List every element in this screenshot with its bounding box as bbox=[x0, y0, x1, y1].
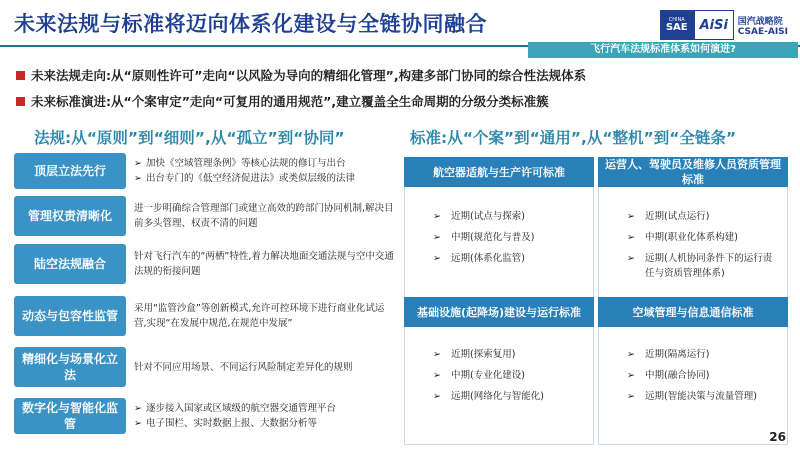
standard-panel bbox=[404, 297, 594, 445]
regulation-item-desc-line: 针对不同应用场景、不同运行风险制定差异化的规则 bbox=[134, 361, 353, 373]
logo-mark bbox=[660, 10, 734, 40]
regulation-item-label: 陆空法规融合 bbox=[14, 244, 126, 284]
arrow-bullet-icon: ➢ bbox=[433, 232, 441, 243]
regulation-item bbox=[14, 244, 394, 284]
standard-phase-item bbox=[433, 209, 585, 224]
regulation-item-desc-line: 逐步接入国家或区域级的航空器交通管理平台 bbox=[145, 403, 336, 414]
standard-phase-text: 远期(人机协同条件下的运行责任与资质管理体系) bbox=[645, 253, 773, 279]
left-section-heading: 法规:从“原则”到“细则”,从“孤立”到“协同” bbox=[34, 129, 345, 147]
page-number: 26 bbox=[769, 430, 786, 444]
page-title: 未来法规与标准将迈向体系化建设与全链协同融合 bbox=[14, 12, 487, 36]
regulation-item-label: 管理权责清晰化 bbox=[14, 196, 126, 236]
arrow-bullet-icon: ➢ bbox=[627, 370, 635, 381]
regulation-item-label: 顶层立法先行 bbox=[14, 153, 126, 189]
standard-phase-item bbox=[627, 368, 779, 383]
logo bbox=[660, 10, 788, 40]
standard-phase-text: 中期(专业化建设) bbox=[451, 370, 525, 381]
standard-phase-item bbox=[433, 368, 585, 383]
standard-phase-item bbox=[627, 389, 779, 404]
summary-bullet-regulation bbox=[16, 66, 586, 84]
regulation-item-desc bbox=[134, 249, 394, 279]
regulation-item bbox=[14, 196, 394, 236]
arrow-bullet-icon: ➢ bbox=[627, 349, 635, 360]
standard-phase-item bbox=[433, 251, 585, 266]
summary-bullet-standard bbox=[16, 92, 549, 110]
logo-name-cn: 国汽战略院 bbox=[737, 16, 783, 27]
standard-phase-text: 近期(试点与探索) bbox=[451, 211, 525, 222]
right-section-heading: 标准:从“个案”到“通用”,从“整机”到“全链条” bbox=[410, 129, 737, 147]
arrow-bullet-icon: ➢ bbox=[433, 349, 441, 360]
logo-aisi-mark: AiSi bbox=[694, 10, 734, 40]
standard-phase-text: 中期(规范化与普及) bbox=[451, 232, 535, 243]
regulation-item bbox=[14, 347, 394, 387]
arrow-bullet-icon: ➢ bbox=[134, 158, 142, 169]
summary-bullet-text: 未来法规走向:从“原则性许可”走向“以风险为导向的精细化管理”,构建多部门协同的综合性法规体系 bbox=[31, 68, 587, 83]
arrow-bullet-icon: ➢ bbox=[627, 211, 635, 222]
bullet-square-icon bbox=[16, 71, 25, 80]
summary-bullet-text: 未来标准演进:从“个案审定”走向“可复用的通用规范”,建立覆盖全生命周期的分级分类标准簇 bbox=[31, 94, 549, 109]
standard-panel bbox=[598, 157, 788, 299]
standard-phase-item bbox=[627, 347, 779, 362]
standard-panel-body bbox=[598, 327, 788, 445]
standard-phase-item bbox=[627, 209, 779, 224]
regulation-item-desc bbox=[134, 360, 394, 375]
standard-panel-body bbox=[404, 327, 594, 445]
arrow-bullet-icon: ➢ bbox=[134, 418, 142, 429]
regulation-item-desc-line: 采用“监管沙盒”等创新模式,允许可控环境下进行商业化试运营,实现“在发展中规范,在规范中发展” bbox=[134, 303, 385, 329]
regulation-item-desc bbox=[134, 401, 394, 431]
standard-phase-text: 远期(体系化监管) bbox=[451, 253, 525, 264]
regulation-item-desc bbox=[134, 156, 394, 186]
standard-phase-text: 远期(智能决策与流量管理) bbox=[645, 391, 757, 402]
standard-panel-body bbox=[404, 187, 594, 299]
arrow-bullet-icon: ➢ bbox=[134, 173, 142, 184]
standard-panel-header: 运营人、驾驶员及维修人员资质管理标准 bbox=[598, 157, 788, 187]
logo-name-en: CSAE-AISI bbox=[737, 26, 788, 37]
regulation-item-desc-line: 针对飞行汽车的“两栖”特性,着力解决地面交通法规与空中交通法规的衔接问题 bbox=[134, 251, 394, 277]
standard-phase-text: 近期(探索复用) bbox=[451, 349, 516, 360]
standard-phase-item bbox=[433, 389, 585, 404]
arrow-bullet-icon: ➢ bbox=[134, 403, 142, 414]
logo-sae-mark: CHINA SAE bbox=[660, 10, 694, 40]
regulation-item-label: 精细化与场景化立法 bbox=[14, 347, 126, 387]
bullet-square-icon bbox=[16, 97, 25, 106]
regulation-item-label: 动态与包容性监管 bbox=[14, 296, 126, 336]
regulation-item-desc-line: 进一步明确综合管理部门或建立高效的跨部门协同机制,解决目前多头管理、权责不清的问题 bbox=[134, 203, 394, 229]
header-banner: 飞行汽车法规标准体系如何演进? bbox=[528, 42, 798, 58]
standard-panel-header: 空域管理与信息通信标准 bbox=[598, 297, 788, 327]
standard-panel-header: 基础设施(起降场)建设与运行标准 bbox=[404, 297, 594, 327]
regulation-item bbox=[14, 398, 394, 434]
standard-phase-item bbox=[627, 251, 779, 281]
regulation-item-desc bbox=[134, 201, 394, 231]
standard-phase-text: 中期(职业化体系构建) bbox=[645, 232, 738, 243]
standard-phase-item bbox=[627, 230, 779, 245]
standard-panel-header: 航空器适航与生产许可标准 bbox=[404, 157, 594, 187]
standard-phase-item bbox=[433, 230, 585, 245]
arrow-bullet-icon: ➢ bbox=[433, 370, 441, 381]
standard-phase-text: 近期(隔离运行) bbox=[645, 349, 710, 360]
regulation-item-desc-line: 加快《空域管理条例》等核心法规的修订与出台 bbox=[145, 158, 346, 169]
regulation-item bbox=[14, 153, 394, 189]
standard-phase-text: 中期(融合协同) bbox=[645, 370, 710, 381]
regulation-item-desc-line: 出台专门的《低空经济促进法》或类似层级的法律 bbox=[145, 173, 355, 184]
standard-phase-text: 远期(网络化与智能化) bbox=[451, 391, 544, 402]
standard-panel bbox=[598, 297, 788, 445]
regulation-item-desc bbox=[134, 301, 394, 331]
arrow-bullet-icon: ➢ bbox=[627, 391, 635, 402]
regulation-item-desc-line: 电子围栏、实时数据上报、大数据分析等 bbox=[145, 418, 317, 429]
arrow-bullet-icon: ➢ bbox=[433, 253, 441, 264]
standard-phase-item bbox=[433, 347, 585, 362]
arrow-bullet-icon: ➢ bbox=[627, 232, 635, 243]
standard-phase-text: 近期(试点运行) bbox=[645, 211, 710, 222]
arrow-bullet-icon: ➢ bbox=[627, 253, 635, 264]
standard-panel-body bbox=[598, 187, 788, 299]
arrow-bullet-icon: ➢ bbox=[433, 391, 441, 402]
regulation-item-label: 数字化与智能化监管 bbox=[14, 398, 126, 434]
arrow-bullet-icon: ➢ bbox=[433, 211, 441, 222]
standard-panel bbox=[404, 157, 594, 299]
regulation-item bbox=[14, 296, 394, 336]
